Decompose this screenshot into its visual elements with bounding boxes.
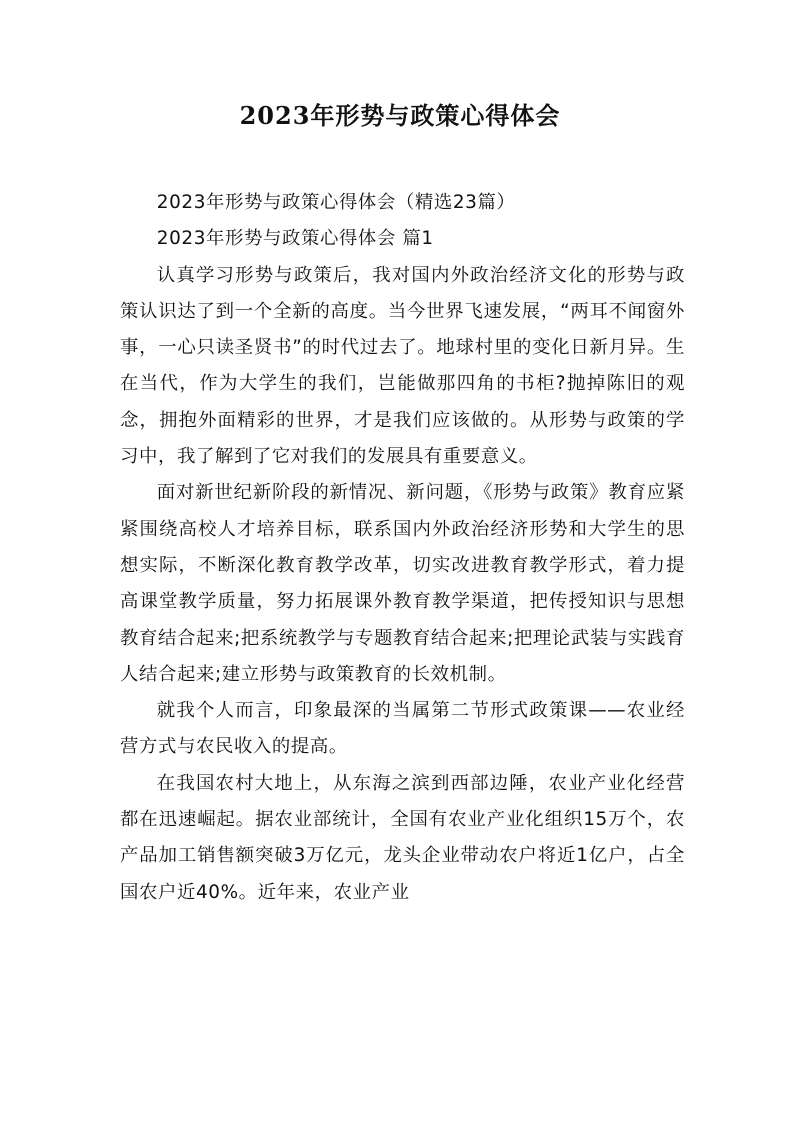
- page-title: 2023年形势与政策心得体会: [239, 101, 561, 130]
- paragraph-4: 在我国农村大地上，从东海之滨到西部边陲，农业产业化经营都在迅速崛起。据农业部统计，全国有农业产业化组织15万个，农产品加工销售额突破3万亿元，龙头企业带动农户将近1亿户，占全国农户近40%。近年来，农业产业: [120, 772, 685, 903]
- document-body: [120, 185, 685, 911]
- section-heading: 2023年形势与政策心得体会 篇1: [156, 228, 434, 250]
- paragraph-1: 认真学习形势与政策后，我对国内外政治经济文化的形势与政策认识达了到一个全新的高度。当今世界飞速发展，“两耳不闻窗外事，一心只读圣贤书”的时代过去了。地球村里的变化日新月异。生在当代，作为大学生的我们，岂能做那四角的书柜?抛掉陈旧的观念，拥抱外面精彩的世界，才是我们应该做的。从形势与政策的学习中，我了解到了它对我们的发展具有重要意义。: [120, 264, 685, 468]
- document-subtitle: 2023年形势与政策心得体会（精选23篇）: [156, 192, 516, 213]
- paragraph-2: 面对新世纪新阶段的新情况、新问题，《形势与政策》教育应紧紧围绕高校人才培养目标，联系国内外政治经济形势和大学生的思想实际，不断深化教育教学改革，切实改进教育教学形式，着力提高课堂教学质量，努力拓展课外教育教学渠道，把传授知识与思想教育结合起来;把系统教学与专题教育结合起来;把理论武装与实践育人结合起来;建立形势与政策教育的长效机制。: [120, 482, 685, 685]
- paragraph-3: 就我个人而言，印象最深的当属第二节形式政策课——农业经营方式与农民收入的提高。: [120, 700, 685, 758]
